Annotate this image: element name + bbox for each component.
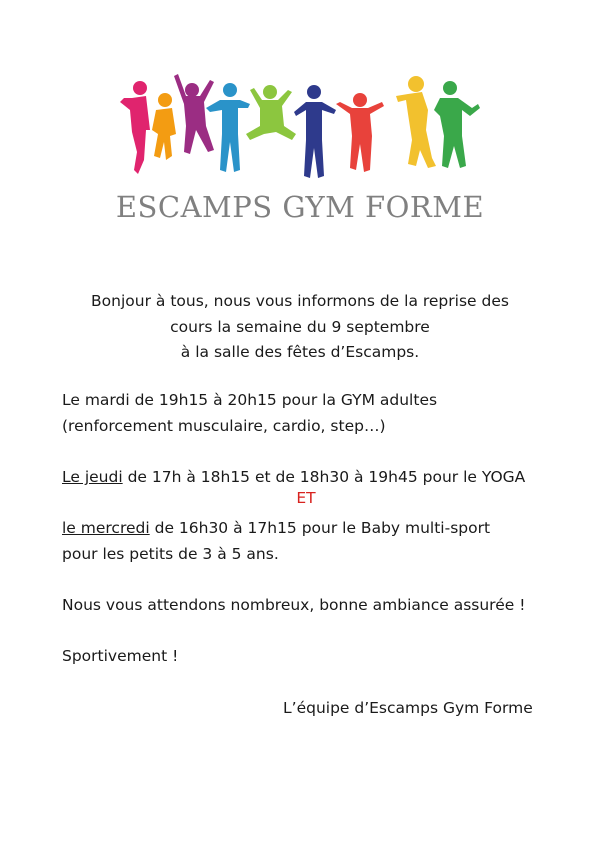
et-separator: ET	[296, 489, 316, 507]
signature: L’équipe d’Escamps Gym Forme	[283, 699, 533, 717]
yoga-paragraph	[62, 465, 582, 491]
yoga-schedule: de 17h à 18h15 et de 18h30 à 19h45 pour le YOGA	[122, 468, 526, 486]
brand-title: ESCAMPS GYM FORME	[115, 190, 485, 224]
logo	[0, 70, 600, 185]
baby-day: le mercredi	[62, 519, 150, 537]
baby-schedule: de 16h30 à 17h15 pour le Baby multi-sport	[149, 519, 491, 537]
person-figure-orange	[152, 93, 176, 160]
person-figure-green	[246, 85, 296, 140]
intro-line: cours la semaine du 9 septembre	[170, 317, 430, 336]
gym-paragraph	[62, 388, 582, 439]
person-figure-blue	[206, 83, 250, 172]
gym-schedule-line: Le mardi de 19h15 à 20h15 pour la GYM adultes	[62, 391, 438, 409]
person-figure-pink	[120, 81, 150, 174]
intro-line: à la salle des fêtes d’Escamps.	[180, 343, 420, 361]
intro-paragraph	[0, 289, 600, 366]
person-figure-red	[336, 93, 384, 172]
baby-paragraph	[62, 516, 582, 567]
yoga-day: Le jeudi	[62, 468, 123, 486]
baby-age-line: pour les petits de 3 à 5 ans.	[62, 544, 279, 563]
intro-line: Bonjour à tous, nous vous informons de la reprise des	[91, 292, 509, 310]
person-figure-yellow	[396, 76, 436, 168]
person-figure-dark-green	[434, 81, 480, 168]
person-figure-navy	[294, 85, 336, 178]
greeting-line: Sportivement !	[62, 647, 179, 665]
jumping-people-illustration	[110, 70, 490, 185]
gym-details-line: (renforcement musculaire, cardio, step…)	[62, 416, 386, 435]
person-figure-purple	[174, 74, 214, 154]
closing-line: Nous vous attendons nombreux, bonne ambiance assurée !	[62, 596, 526, 614]
